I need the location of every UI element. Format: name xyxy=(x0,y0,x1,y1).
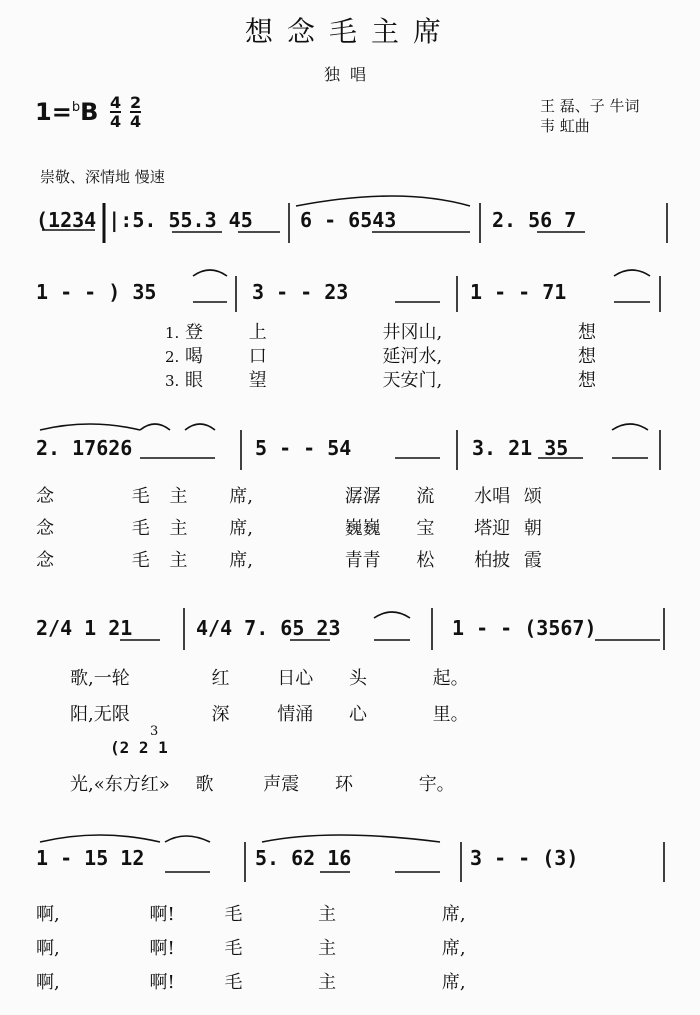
measure-15: 3 - - (3) xyxy=(470,846,579,870)
verse-1-lyric-b: 念 毛 主 席, 潺潺 流 水唱 颂 xyxy=(36,486,542,507)
verse-2-lyric-b: 念 毛 主 席, 巍巍 宝 塔迎 朝 xyxy=(36,518,542,539)
verse-1-lyric-c: 歌,一轮 红 日心 头 起。 xyxy=(70,668,469,689)
verse-3-lyric-c: 光,«东方红» 歌 声震 环 宇。 xyxy=(70,774,455,795)
measure-11: 4/4 7. 65 23 xyxy=(196,616,341,640)
refrain-lyric-1: 啊, 啊! 毛 主 席, xyxy=(36,904,466,925)
verse-3-lyric: 3. 眼 望 天安门, 想 xyxy=(165,370,596,391)
measure-14: 5. 62 16 xyxy=(255,846,352,870)
composer-credit: 韦 虹曲 xyxy=(540,117,590,135)
measure-4: 1 - - ) 35 xyxy=(36,280,157,304)
measure-10: 2/4 1 21 xyxy=(36,616,133,640)
measure-8: 5 - - 54 xyxy=(255,436,352,460)
performance-type: 独唱 xyxy=(323,65,376,84)
verse-1-lyric: 1. 登 上 井冈山, 想 xyxy=(165,322,596,343)
verse-2-lyric-c: 阳,无限 深 情涌 心 里。 xyxy=(70,704,469,725)
time-signature-4-4: 4 4 xyxy=(110,93,122,131)
measure-5: 3 - - 23 xyxy=(252,280,349,304)
lyricist-credit: 王 磊、子 牛词 xyxy=(540,97,640,115)
measure-9: 3. 21 35 xyxy=(472,436,569,460)
measure-12: 1 - - (3567) xyxy=(452,616,597,640)
verse-2-lyric: 2. 喝 口 延河水, 想 xyxy=(165,346,596,367)
measure-7: 2. 17626 xyxy=(36,436,133,460)
song-title: 想念毛主席 xyxy=(244,15,455,48)
measure-3: 2. 56 7 xyxy=(492,208,577,232)
time-signature-2-4: 2 4 xyxy=(130,93,142,131)
verse-3-lyric-b: 念 毛 主 席, 青青 松 柏披 霞 xyxy=(36,550,542,571)
triplet-notes: (2 2 1 xyxy=(110,738,168,757)
tempo-marking: 崇敬、深情地 慢速 xyxy=(40,168,165,186)
key-prefix: 1= xyxy=(35,98,72,126)
measure-6: 1 - - 71 xyxy=(470,280,567,304)
measure-2: 6 - 6543 xyxy=(300,208,397,232)
key-note: B xyxy=(80,98,99,126)
measure-13: 1 - 15 12 xyxy=(36,846,145,870)
measure-1: (1234 |:5. 55.3 45 xyxy=(36,208,253,232)
triplet-mark: 3 xyxy=(150,724,159,739)
refrain-lyric-2: 啊, 啊! 毛 主 席, xyxy=(36,938,466,959)
refrain-lyric-3: 啊, 啊! 毛 主 席, xyxy=(36,972,466,993)
flat-sign: b xyxy=(71,100,81,115)
